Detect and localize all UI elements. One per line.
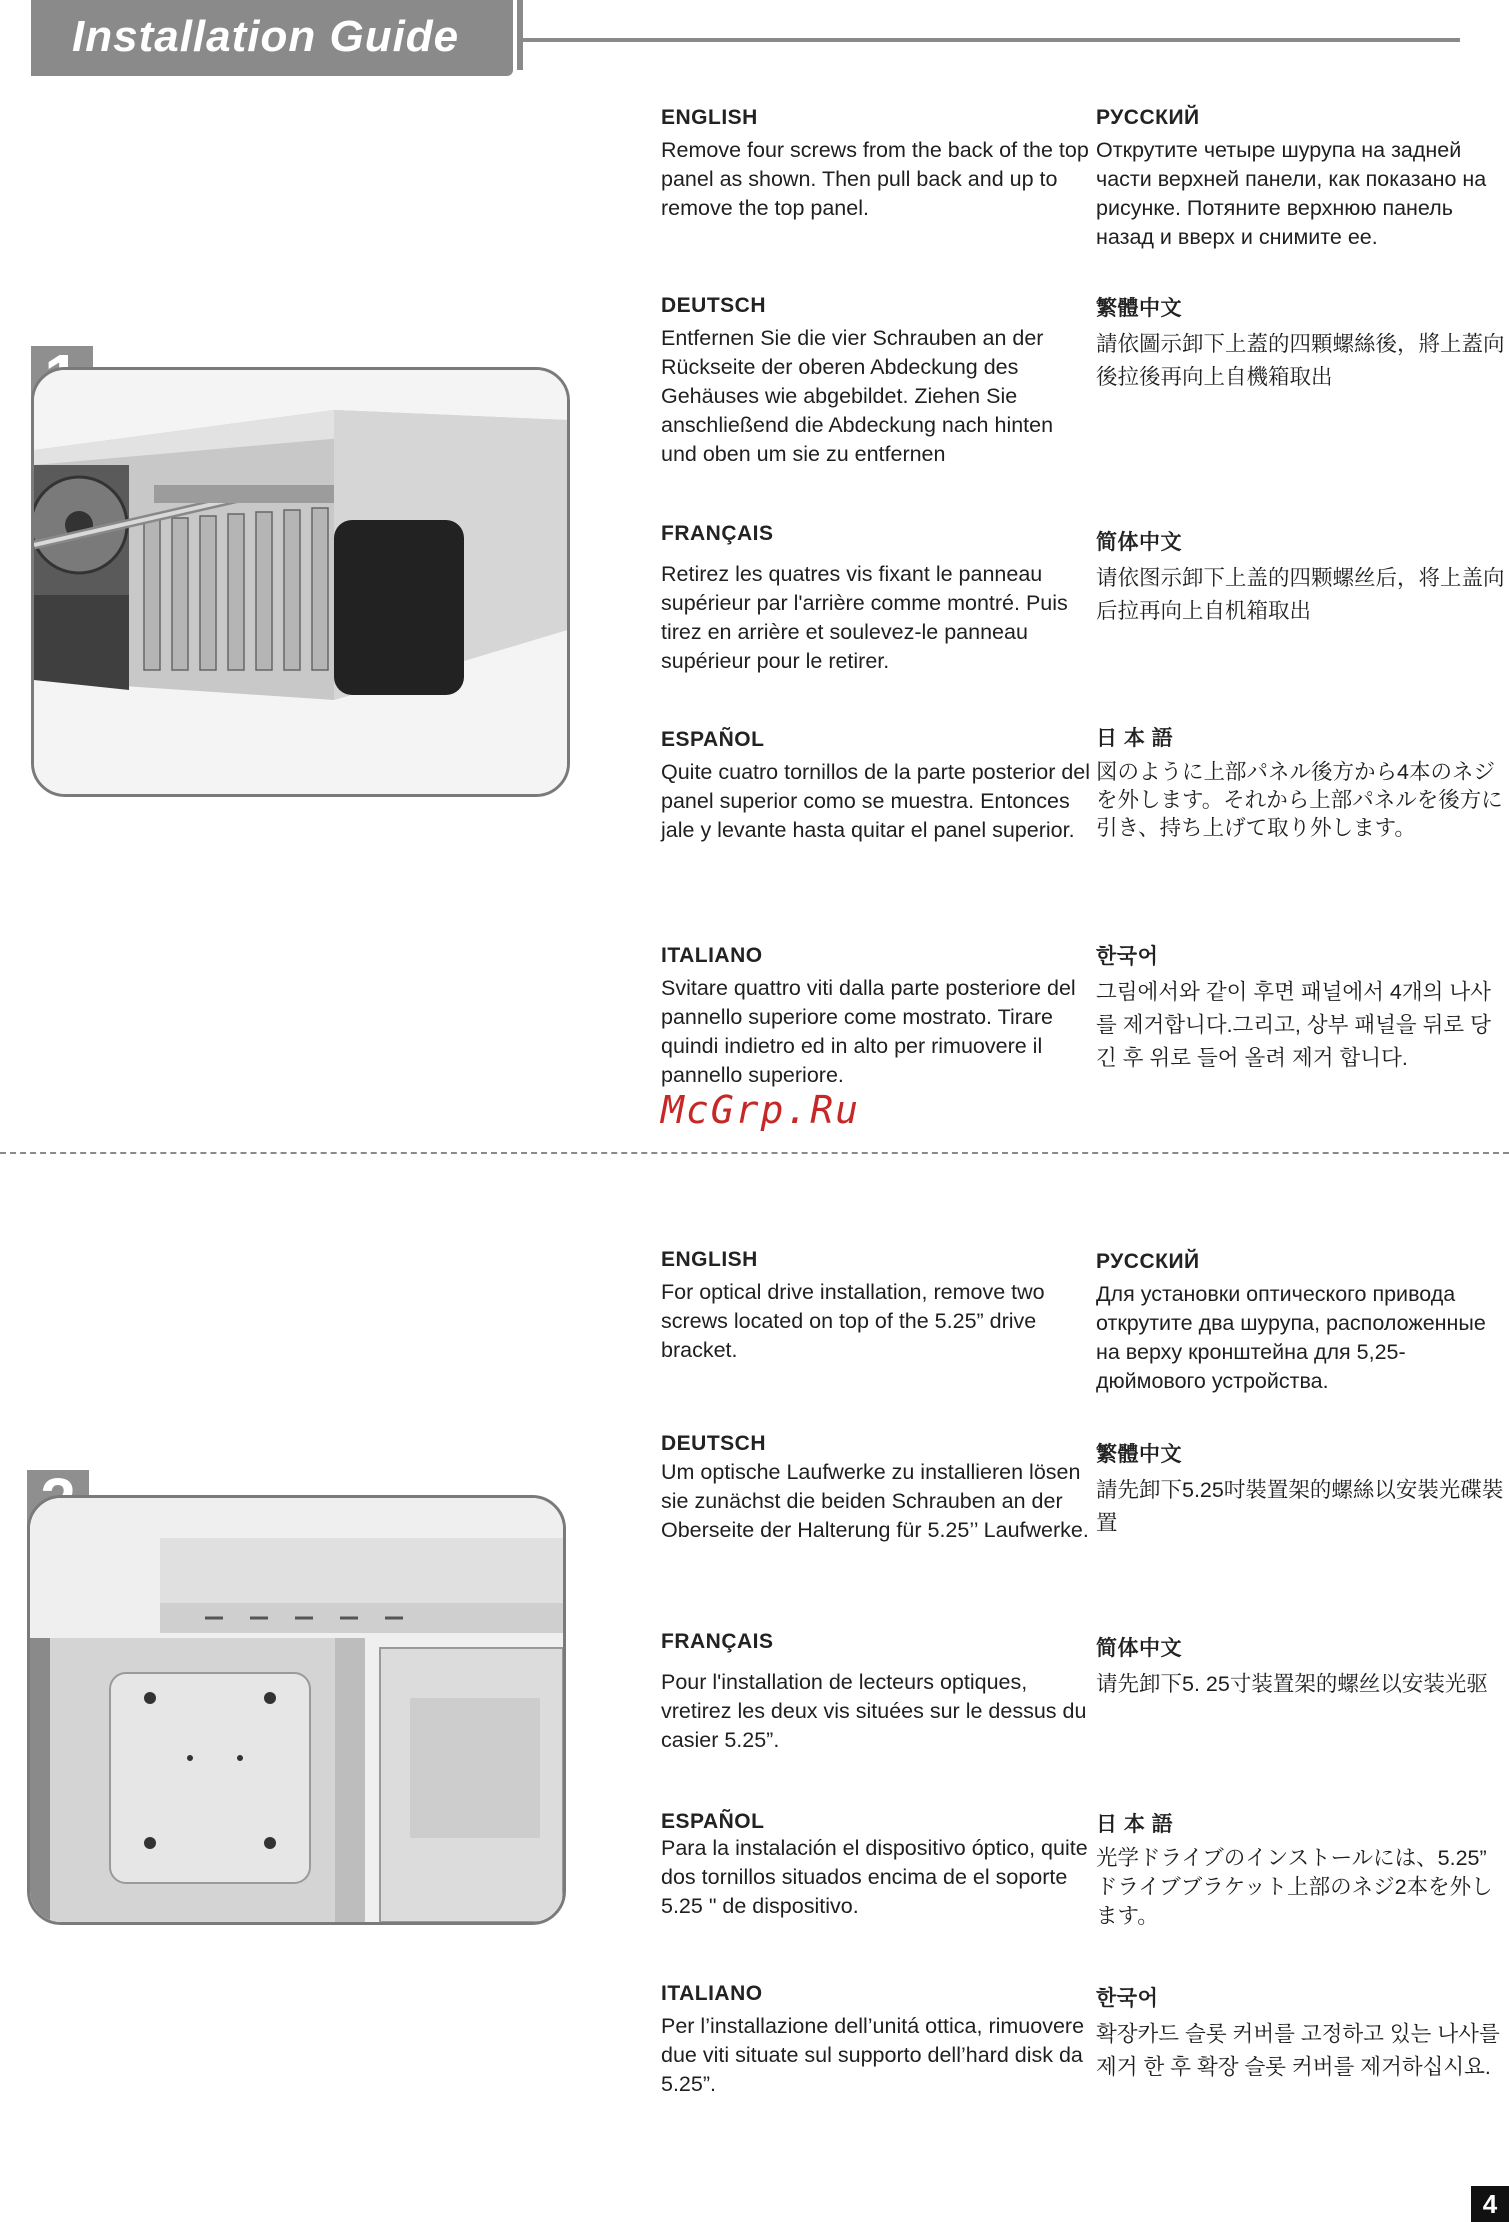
lang-text: Открутите четыре шурупа на задней части верхней панели, как показано на рисунке. Потяните верхнюю панель назад и вверх и снимите ее. — [1096, 138, 1487, 249]
lang-text: Para la instalación el dispositivo óptico, quite dos tornillos situados encima de el soporte 5.25 " de dispositivo. — [661, 1836, 1088, 1918]
step-2-japanese — [1096, 1808, 1506, 1931]
lang-name: ESPAÑOL — [661, 1810, 765, 1833]
step-1-photo — [31, 367, 570, 797]
lang-name: 简体中文 — [1096, 531, 1182, 554]
step-1-espanol — [661, 728, 1091, 845]
page-title: Installation Guide — [72, 12, 460, 61]
lang-text: Remove four screws from the back of the top panel as shown. Then pull back and up to remove the top panel. — [661, 138, 1089, 220]
step-2-francais — [661, 1630, 1091, 1755]
lang-name: 한국어 — [1096, 1987, 1159, 2010]
step-2-simp-chinese — [1096, 1632, 1506, 1701]
step-2-photo — [27, 1495, 566, 1925]
step-2-trad-chinese — [1096, 1438, 1506, 1540]
step-1-deutsch — [661, 294, 1091, 469]
lang-name: FRANÇAIS — [661, 1630, 774, 1653]
lang-name: РУССКИЙ — [1096, 106, 1200, 129]
lang-text: Retirez les quatres vis fixant le panneau supérieur par l'arrière comme montré. Puis tirez en arrière et soulevez-le panneau supérieur pour le retirer. — [661, 562, 1068, 673]
lang-name: РУССКИЙ — [1096, 1250, 1200, 1273]
step-1-russian — [1096, 106, 1506, 252]
lang-text: Entfernen Sie die vier Schrauben an der Rückseite der oberen Abdeckung des Gehäuses wie abgebildet. Ziehen Sie anschließend die Abdeckung nach hinten und oben um sie zu entfernen — [661, 326, 1054, 466]
step-2-korean — [1096, 1982, 1506, 2084]
lang-text: 그림에서와 같이 후면 패널에서 4개의 나사를 제거합니다.그리고, 상부 패널을 뒤로 당긴 후 위로 들어 올려 제거 합니다. — [1096, 980, 1491, 1070]
step-1-english — [661, 106, 1091, 223]
step-1-japanese — [1096, 722, 1506, 842]
lang-name: 日 本 語 — [1096, 1813, 1174, 1836]
drive-bracket-illustration — [30, 1498, 563, 1922]
lang-name: DEUTSCH — [661, 1432, 767, 1455]
lang-text: Svitare quattro viti dalla parte posteriore del pannello superiore come mostrato. Tirare quindi indietro ed in alto per rimuovere il pannello superiore. — [661, 976, 1076, 1087]
step-2-deutsch — [661, 1432, 1091, 1545]
lang-name: 繁體中文 — [1096, 1443, 1182, 1466]
lang-text: Um optische Laufwerke zu installieren lösen sie zunächst die beiden Schrauben an der Oberseite der Halterung für 5.25’’ Laufwerke. — [661, 1460, 1089, 1542]
lang-name: 한국어 — [1096, 945, 1159, 968]
lang-name: FRANÇAIS — [661, 522, 774, 545]
lang-name: 简体中文 — [1096, 1637, 1182, 1660]
lang-text: 請先卸下5.25吋裝置架的螺絲以安裝光碟裝置 — [1096, 1478, 1504, 1535]
step-2-italiano — [661, 1982, 1091, 2099]
step-1-italiano — [661, 944, 1091, 1090]
lang-text: Quite cuatro tornillos de la parte posterior del panel superior como se muestra. Entonces jale y levante hasta quitar el panel superior. — [661, 760, 1091, 842]
watermark: McGrp.Ru — [661, 1088, 861, 1132]
lang-text: 请依图示卸下上盖的四颗螺丝后，将上盖向后拉再向上自机箱取出 — [1096, 566, 1505, 623]
lang-text: Для установки оптического привода открутите два шурупа, расположенные на верху кронштейна для 5,25-дюймового устройства. — [1096, 1282, 1486, 1393]
step-1-simp-chinese — [1096, 526, 1506, 628]
lang-name: 日 本 語 — [1096, 727, 1174, 750]
step-1-francais — [661, 522, 1091, 676]
section-divider — [0, 1152, 1509, 1154]
lang-name: ITALIANO — [661, 1982, 763, 2005]
lang-text: 図のように上部パネル後方から4本のネジを外します。それから上部パネルを後方に引き、持ち上げて取り外します。 — [1096, 760, 1503, 840]
lang-text: 请先卸下5. 25寸装置架的螺丝以安装光驱 — [1096, 1672, 1488, 1696]
lang-text: Per l’installazione dell’unitá ottica, rimuovere due viti situate sul supporto dell’hard disk da 5.25”. — [661, 2014, 1085, 2096]
header-rule — [522, 38, 1460, 42]
lang-text: Pour l'installation de lecteurs optiques, vretirez les deux vis situées sur le dessus du casier 5.25”. — [661, 1670, 1087, 1752]
step-2-russian — [1096, 1250, 1506, 1396]
lang-text: 光学ドライブのインストールには、5.25” ドライブブラケット上部のネジ2本を外します。 — [1096, 1846, 1493, 1928]
lang-name: ENGLISH — [661, 1248, 758, 1271]
lang-name: 繁體中文 — [1096, 297, 1182, 320]
case-rear-illustration — [34, 370, 567, 794]
lang-text: 請依圖示卸下上蓋的四顆螺絲後，將上蓋向後拉後再向上自機箱取出 — [1096, 332, 1505, 389]
step-2-english — [661, 1248, 1091, 1365]
step-1-trad-chinese — [1096, 292, 1506, 394]
lang-text: For optical drive installation, remove two screws located on top of the 5.25” drive bracket. — [661, 1280, 1045, 1362]
lang-name: ITALIANO — [661, 944, 763, 967]
lang-name: ESPAÑOL — [661, 728, 765, 751]
lang-name: DEUTSCH — [661, 294, 767, 317]
page-number: 4 — [1471, 2186, 1509, 2222]
step-2-espanol — [661, 1810, 1091, 1921]
step-1-korean — [1096, 940, 1506, 1075]
lang-name: ENGLISH — [661, 106, 758, 129]
lang-text: 확장카드 슬롯 커버를 고정하고 있는 나사를 제거 한 후 확장 슬롯 커버를 제거하십시요. — [1096, 2022, 1500, 2079]
